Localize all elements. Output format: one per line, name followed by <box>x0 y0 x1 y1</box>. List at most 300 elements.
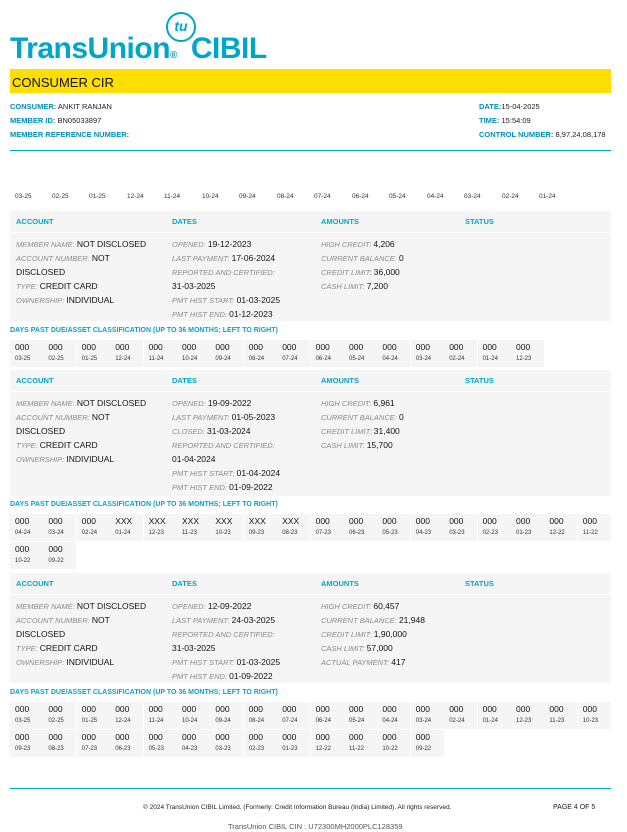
dpd-value: 000 <box>215 732 230 742</box>
dpd-month: 05-24 <box>349 718 365 724</box>
amount-field: CREDIT LIMIT: 31,400 <box>321 426 400 436</box>
dpd-cell <box>43 340 76 367</box>
dpd-month: 09-23 <box>248 530 265 536</box>
dpd-cell <box>244 730 277 757</box>
section-header-amounts: AMOUNTS <box>321 376 359 385</box>
dpd-month: 01-25 <box>81 356 98 362</box>
account-field: TYPE: CREDIT CARD <box>16 643 98 653</box>
dpd-cell <box>43 542 76 569</box>
dpd-value: 000 <box>315 342 330 352</box>
dpd-cell <box>277 514 310 541</box>
dpd-value: 000 <box>415 342 430 352</box>
dpd-title-2: DAYS PAST DUE/ASSET CLASSIFICATION (UP TO 36 MONTHS; LEFT TO RIGHT) <box>10 501 278 508</box>
dpd-month: 12-23 <box>516 356 532 362</box>
dpd-value: 000 <box>315 516 330 526</box>
dpd-cell <box>377 340 410 367</box>
dpd-cell <box>277 340 310 367</box>
section-header-status: STATUS <box>465 376 494 385</box>
dpd-month: 10-23 <box>215 530 231 536</box>
dpd-value: 000 <box>349 704 364 714</box>
date-field: REPORTED AND CERTIFIED: <box>172 268 275 277</box>
month-label: 11-24 <box>164 193 181 200</box>
dpd-value: 000 <box>115 732 130 742</box>
dpd-value: 000 <box>148 342 163 352</box>
dpd-value: 000 <box>15 544 30 554</box>
date-field: OPENED: 19-09-2022 <box>172 398 252 408</box>
section-header-account: ACCOUNT <box>16 376 54 385</box>
member-id: MEMBER ID: BN05033897 <box>10 116 102 125</box>
dpd-month: 05-23 <box>382 530 398 536</box>
dpd-cell <box>544 702 577 729</box>
section-header-account: ACCOUNT <box>16 579 54 588</box>
account-card-3 <box>10 573 611 683</box>
dpd-month: 12-24 <box>115 718 131 724</box>
month-label: 10-24 <box>202 193 219 200</box>
dpd-value: 000 <box>282 732 297 742</box>
dpd-cell <box>344 514 377 541</box>
account-field: TYPE: CREDIT CARD <box>16 440 98 450</box>
dpd-cell <box>110 514 143 541</box>
dpd-cell <box>110 730 143 757</box>
month-label: 03-24 <box>464 193 481 200</box>
dpd-cell <box>110 340 143 367</box>
date-field: LAST PAYMENT: 01-05-2023 <box>172 412 276 422</box>
dpd-cell <box>411 514 444 541</box>
dpd-month: 06-24 <box>315 718 331 724</box>
dpd-cell <box>311 340 344 367</box>
dpd-month: 06-23 <box>349 530 365 536</box>
dpd-value: 000 <box>248 342 263 352</box>
control-number: CONTROL NUMBER: 8,97,24,08,178 <box>479 130 606 139</box>
date-field: 31-03-2025 <box>172 643 216 653</box>
dpd-value: 000 <box>81 342 96 352</box>
dpd-cell <box>177 340 210 367</box>
dpd-cell <box>344 702 377 729</box>
dpd-value: 000 <box>516 342 531 352</box>
dpd-month: 12-23 <box>148 530 164 536</box>
transunion-cibil-logo <box>10 12 310 64</box>
dpd-cell <box>177 730 210 757</box>
dpd-value: 000 <box>48 342 63 352</box>
date-field: PMT HIST END: 01-09-2022 <box>172 671 273 681</box>
dpd-month: 02-25 <box>48 718 64 724</box>
date-field: OPENED: 19-12-2023 <box>172 239 252 249</box>
dpd-cell <box>511 702 544 729</box>
month-label: 02-25 <box>52 193 69 200</box>
dpd-cell <box>77 702 110 729</box>
dpd-month: 01-24 <box>482 356 498 362</box>
dpd-cell <box>444 514 477 541</box>
dpd-month: 01-25 <box>81 718 98 724</box>
dpd-value: 000 <box>382 516 397 526</box>
dpd-value: XXX <box>282 516 300 526</box>
dpd-value: 000 <box>15 704 30 714</box>
dpd-cell <box>10 730 43 757</box>
account-field: ACCOUNT NUMBER: NOT <box>16 615 110 625</box>
dpd-cell <box>377 514 410 541</box>
dpd-month: 08-23 <box>282 530 298 536</box>
cin-text: TransUnion CIBIL CIN : U72300MH2000PLC128359 <box>228 822 403 831</box>
footer-divider <box>10 788 611 789</box>
date-field: PMT HIST START: 01-04-2024 <box>172 468 281 478</box>
account-field: OWNERSHIP: INDIVIDUAL <box>16 657 115 667</box>
dpd-month: 07-23 <box>81 746 98 752</box>
dpd-month: 03-23 <box>215 746 231 752</box>
dpd-cell <box>210 702 243 729</box>
dpd-value: XXX <box>148 516 166 526</box>
dpd-cell <box>344 730 377 757</box>
dpd-cell <box>244 514 277 541</box>
dpd-cell <box>177 514 210 541</box>
report-title-bar <box>10 69 611 93</box>
report-date: DATE:15-04-2025 <box>479 102 540 111</box>
dpd-month: 03-24 <box>415 356 432 362</box>
header-underline <box>10 391 611 392</box>
dpd-month: 11-24 <box>148 718 164 724</box>
amount-field: ACTUAL PAYMENT: 417 <box>321 657 406 667</box>
dpd-cell <box>411 340 444 367</box>
dpd-value: 000 <box>449 342 464 352</box>
date-field: OPENED: 12-09-2022 <box>172 601 252 611</box>
amount-field: CURRENT BALANCE: 0 <box>321 412 404 422</box>
account-field: DISCLOSED <box>16 267 66 277</box>
top-month-strip <box>10 193 611 207</box>
account-field: MEMBER NAME: NOT DISCLOSED <box>16 239 147 249</box>
dpd-month: 04-23 <box>182 746 198 752</box>
account-field: DISCLOSED <box>16 629 66 639</box>
account-field: MEMBER NAME: NOT DISCLOSED <box>16 398 147 408</box>
dpd-value: 000 <box>248 732 263 742</box>
dpd-value: 000 <box>15 516 30 526</box>
dpd-cell <box>511 514 544 541</box>
date-field: LAST PAYMENT: 24-03-2025 <box>172 615 276 625</box>
dpd-value: 000 <box>482 704 497 714</box>
amount-field: CASH LIMIT: 15,700 <box>321 440 393 450</box>
dpd-value: 000 <box>148 732 163 742</box>
dpd-month: 08-24 <box>248 356 265 362</box>
dpd-cell <box>277 730 310 757</box>
dpd-month: 09-24 <box>215 356 231 362</box>
dpd-cell <box>177 702 210 729</box>
dpd-month: 12-22 <box>549 530 565 536</box>
dpd-value: 000 <box>549 704 564 714</box>
dpd-value: 000 <box>415 516 430 526</box>
month-label: 08-24 <box>277 193 294 200</box>
section-header-status: STATUS <box>465 579 494 588</box>
dpd-month: 01-24 <box>482 718 498 724</box>
date-field: PMT HIST START: 01-03-2025 <box>172 657 281 667</box>
date-field: 01-04-2024 <box>172 454 216 464</box>
dpd-value: 000 <box>449 516 464 526</box>
dpd-cell <box>144 514 177 541</box>
dpd-value: 000 <box>15 342 30 352</box>
dpd-cell <box>210 340 243 367</box>
dpd-cell <box>444 702 477 729</box>
dpd-value: 000 <box>582 704 597 714</box>
dpd-value: 000 <box>81 704 96 714</box>
dpd-value: 000 <box>315 732 330 742</box>
section-header-amounts: AMOUNTS <box>321 579 359 588</box>
dpd-value: 000 <box>81 516 96 526</box>
dpd-cell <box>210 730 243 757</box>
amount-field: HIGH CREDIT: 4,206 <box>321 239 395 249</box>
dpd-month: 08-23 <box>48 746 64 752</box>
dpd-month: 10-22 <box>15 558 31 564</box>
month-label: 02-24 <box>502 193 519 200</box>
divider <box>10 150 611 151</box>
amount-field: CREDIT LIMIT: 36,000 <box>321 267 400 277</box>
dpd-cell <box>544 514 577 541</box>
dpd-value: 000 <box>516 704 531 714</box>
dpd-cell <box>110 702 143 729</box>
month-label: 05-24 <box>389 193 406 200</box>
dpd-cell <box>210 514 243 541</box>
dpd-month: 11-23 <box>182 530 197 536</box>
dpd-month: 09-23 <box>15 746 31 752</box>
dpd-cell <box>10 702 43 729</box>
dpd-month: 04-24 <box>382 718 398 724</box>
dpd-cell <box>144 702 177 729</box>
amount-field: CASH LIMIT: 7,200 <box>321 281 388 291</box>
dpd-cell <box>311 702 344 729</box>
dpd-month: 02-24 <box>81 530 98 536</box>
dpd-cell <box>478 514 511 541</box>
date-field: 31-03-2025 <box>172 281 216 291</box>
consumer-name: CONSUMER: ANKIT RANJAN <box>10 102 112 111</box>
dpd-month: 05-24 <box>349 356 365 362</box>
date-field: PMT HIST END: 01-09-2022 <box>172 482 273 492</box>
dpd-title-1: DAYS PAST DUE/ASSET CLASSIFICATION (UP TO 36 MONTHS; LEFT TO RIGHT) <box>10 327 278 334</box>
dpd-value: 000 <box>415 732 430 742</box>
dpd-cell <box>578 514 611 541</box>
dpd-value: 000 <box>115 342 130 352</box>
dpd-value: 000 <box>382 342 397 352</box>
dpd-month: 10-24 <box>182 356 198 362</box>
dpd-cell <box>10 340 43 367</box>
dpd-month: 08-24 <box>248 718 265 724</box>
dpd-month: 01-23 <box>282 746 298 752</box>
date-field: PMT HIST START: 01-03-2025 <box>172 295 281 305</box>
header-underline <box>10 594 611 595</box>
dpd-cell <box>377 702 410 729</box>
dpd-value: XXX <box>182 516 200 526</box>
member-reference: MEMBER REFERENCE NUMBER: <box>10 130 130 139</box>
dpd-month: 10-22 <box>382 746 398 752</box>
month-label: 01-24 <box>539 193 556 200</box>
dpd-month: 07-24 <box>282 356 298 362</box>
page-number: PAGE 4 OF 5 <box>553 804 596 811</box>
dpd-month: 09-22 <box>48 558 64 564</box>
account-field: MEMBER NAME: NOT DISCLOSED <box>16 601 147 611</box>
dpd-value: 000 <box>449 704 464 714</box>
dpd-month: 12-24 <box>115 356 131 362</box>
dpd-cell <box>411 702 444 729</box>
dpd-value: 000 <box>415 704 430 714</box>
account-field: TYPE: CREDIT CARD <box>16 281 98 291</box>
dpd-value: 000 <box>115 704 130 714</box>
section-header-dates: DATES <box>172 579 197 588</box>
date-field: REPORTED AND CERTIFIED: <box>172 630 275 639</box>
dpd-value: 000 <box>482 516 497 526</box>
dpd-cell <box>144 730 177 757</box>
month-label: 07-24 <box>314 193 331 200</box>
logo-wordmark: TransUnion® CIBIL <box>10 32 267 65</box>
dpd-month: 03-23 <box>449 530 465 536</box>
dpd-month: 03-25 <box>15 356 31 362</box>
dpd-value: 000 <box>315 704 330 714</box>
dpd-month: 02-23 <box>482 530 498 536</box>
dpd-cell <box>311 514 344 541</box>
dpd-month: 12-23 <box>516 718 532 724</box>
dpd-month: 04-24 <box>15 530 31 536</box>
month-label: 12-24 <box>127 193 144 200</box>
section-header-dates: DATES <box>172 217 197 226</box>
dpd-value: 000 <box>382 704 397 714</box>
section-header-amounts: AMOUNTS <box>321 217 359 226</box>
dpd-month: 07-24 <box>282 718 298 724</box>
dpd-cell <box>77 514 110 541</box>
dpd-cell <box>43 730 76 757</box>
dpd-cell <box>77 340 110 367</box>
dpd-cell <box>10 514 43 541</box>
dpd-value: 000 <box>549 516 564 526</box>
dpd-month: 11-22 <box>349 746 364 752</box>
dpd-value: 000 <box>349 732 364 742</box>
account-field: OWNERSHIP: INDIVIDUAL <box>16 295 115 305</box>
dpd-cell <box>43 514 76 541</box>
dpd-cell <box>244 340 277 367</box>
section-header-status: STATUS <box>465 217 494 226</box>
dpd-month: 02-25 <box>48 356 64 362</box>
dpd-month: 09-22 <box>415 746 432 752</box>
dpd-cell <box>578 702 611 729</box>
dpd-value: 000 <box>248 704 263 714</box>
dpd-cell <box>77 730 110 757</box>
dpd-value: 000 <box>482 342 497 352</box>
dpd-value: 000 <box>81 732 96 742</box>
account-field: ACCOUNT NUMBER: NOT <box>16 253 110 263</box>
account-card-1 <box>10 211 611 321</box>
dpd-month: 02-24 <box>449 356 465 362</box>
dpd-value: 000 <box>382 732 397 742</box>
month-label: 01-25 <box>89 193 106 200</box>
report-title: CONSUMER CIR <box>12 75 114 90</box>
account-field: OWNERSHIP: INDIVIDUAL <box>16 454 115 464</box>
dpd-title-3: DAYS PAST DUE/ASSET CLASSIFICATION (UP TO 36 MONTHS; LEFT TO RIGHT) <box>10 689 278 696</box>
account-field: DISCLOSED <box>16 426 66 436</box>
dpd-cell <box>311 730 344 757</box>
dpd-value: 000 <box>15 732 30 742</box>
dpd-month: 02-23 <box>248 746 265 752</box>
amount-field: CREDIT LIMIT: 1,90,000 <box>321 629 407 639</box>
dpd-value: 000 <box>48 516 63 526</box>
month-label: 09-24 <box>239 193 256 200</box>
dpd-value: 000 <box>215 342 230 352</box>
month-label: 06-24 <box>352 193 369 200</box>
dpd-value: 000 <box>282 704 297 714</box>
dpd-cell <box>344 340 377 367</box>
dpd-value: XXX <box>248 516 266 526</box>
dpd-value: 000 <box>282 342 297 352</box>
amount-field: CASH LIMIT: 57,000 <box>321 643 393 653</box>
date-field: CLOSED: 31-03-2024 <box>172 426 251 436</box>
dpd-month: 11-22 <box>582 530 598 536</box>
date-field: PMT HIST END: 01-12-2023 <box>172 309 273 319</box>
dpd-value: 000 <box>182 732 197 742</box>
report-time: TIME: 15:54:09 <box>479 116 531 125</box>
amount-field: HIGH CREDIT: 6,961 <box>321 398 395 408</box>
dpd-month: 06-24 <box>315 356 331 362</box>
dpd-value: 000 <box>182 704 197 714</box>
dpd-cell <box>377 730 410 757</box>
dpd-value: 000 <box>48 544 63 554</box>
dpd-month: 03-25 <box>15 718 31 724</box>
dpd-cell <box>478 702 511 729</box>
dpd-month: 07-23 <box>315 530 331 536</box>
dpd-month: 06-23 <box>115 746 131 752</box>
header-underline <box>10 232 611 233</box>
dpd-month: 03-24 <box>415 718 432 724</box>
date-field: REPORTED AND CERTIFIED: <box>172 441 275 450</box>
section-header-account: ACCOUNT <box>16 217 54 226</box>
dpd-cell <box>478 340 511 367</box>
account-field: ACCOUNT NUMBER: NOT <box>16 412 110 422</box>
dpd-value: 000 <box>48 704 63 714</box>
dpd-cell <box>144 340 177 367</box>
dpd-month: 03-24 <box>48 530 64 536</box>
month-label: 04-24 <box>427 193 444 200</box>
dpd-value: XXX <box>215 516 233 526</box>
dpd-cell <box>444 340 477 367</box>
dpd-month: 04-23 <box>415 530 432 536</box>
dpd-cell <box>411 730 444 757</box>
month-label: 03-25 <box>15 193 32 200</box>
dpd-value: 000 <box>148 704 163 714</box>
dpd-value: 000 <box>582 516 597 526</box>
date-field: LAST PAYMENT: 17-06-2024 <box>172 253 276 263</box>
amount-field: CURRENT BALANCE: 21,948 <box>321 615 425 625</box>
dpd-month: 02-24 <box>449 718 465 724</box>
dpd-cell <box>244 702 277 729</box>
dpd-month: 01-24 <box>115 530 131 536</box>
dpd-month: 11-23 <box>549 718 565 724</box>
account-card-2 <box>10 370 611 496</box>
dpd-value: XXX <box>115 516 133 526</box>
amount-field: HIGH CREDIT: 60,457 <box>321 601 400 611</box>
dpd-value: 000 <box>48 732 63 742</box>
dpd-month: 04-24 <box>382 356 398 362</box>
dpd-month: 01-23 <box>516 530 532 536</box>
dpd-month: 12-22 <box>315 746 331 752</box>
dpd-month: 10-23 <box>582 718 599 724</box>
dpd-value: 000 <box>349 516 364 526</box>
dpd-cell <box>511 340 544 367</box>
dpd-month: 10-24 <box>182 718 198 724</box>
dpd-month: 09-24 <box>215 718 231 724</box>
dpd-value: 000 <box>182 342 197 352</box>
dpd-month: 05-23 <box>148 746 164 752</box>
dpd-cell <box>10 542 43 569</box>
dpd-value: 000 <box>516 516 531 526</box>
tu-circle-icon: tu <box>166 12 196 42</box>
dpd-value: 000 <box>215 704 230 714</box>
dpd-month: 11-24 <box>148 356 164 362</box>
copyright-text: © 2024 TransUnion CIBIL Limited. (Formerly: Credit Information Bureau (India) Limited). All rights reserved. <box>143 804 452 811</box>
section-header-dates: DATES <box>172 376 197 385</box>
dpd-cell <box>277 702 310 729</box>
amount-field: CURRENT BALANCE: 0 <box>321 253 404 263</box>
dpd-value: 000 <box>349 342 364 352</box>
